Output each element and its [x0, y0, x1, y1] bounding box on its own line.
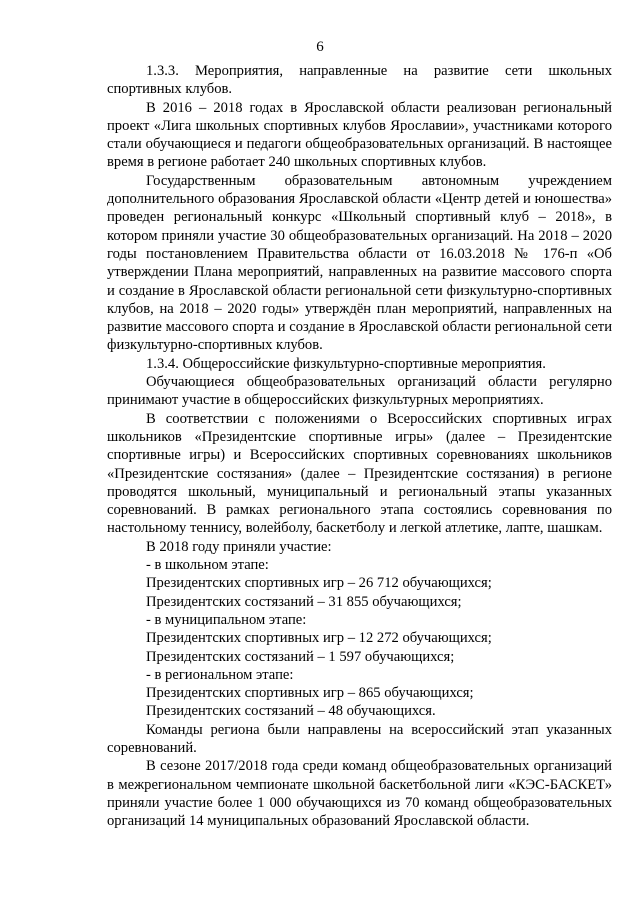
page-number: 6: [316, 39, 324, 55]
paragraph: Команды региона были направлены на всероссийский этап указанных соревнований.: [107, 721, 612, 756]
paragraph: 1.3.4. Общероссийские физкультурно-спортивные мероприятия.: [146, 355, 546, 372]
paragraph: Президентских спортивных игр – 12 272 обучающихся;: [146, 630, 492, 647]
paragraph: Президентских спортивных игр – 26 712 обучающихся;: [146, 575, 492, 592]
paragraph: Государственным образовательным автономным учреждением дополнительного образования Ярославской области «Центр детей и юношества» проведен региональный конкурс «Школьный спортивный клуб – 2018», в котором приняли участие 30 общеобразовательных организаций. На 2018 – 2020 годы постановлением Правительства области от 16.03.2018 № 176-п «Об утверждении Плана мероприятий, направленных на развитие массового спорта и создание в Ярославской области региональной сети физкультурно-спортивных клубов, на 2018 – 2020 годы» утверждён план мероприятий, направленных на развитие массового спорта и создание в Ярославской области региональной сети физкультурно-спортивных клубов.: [107, 172, 612, 354]
paragraph: Президентских состязаний – 1 597 обучающихся;: [146, 648, 455, 665]
paragraph: Обучающиеся общеобразовательных организаций области регулярно принимают участие в общероссийских физкультурных мероприятиях.: [107, 374, 612, 409]
document-body: [107, 62, 612, 830]
paragraph: Президентских состязаний – 31 855 обучающихся;: [146, 593, 462, 610]
paragraph: - в школьном этапе:: [146, 557, 269, 574]
paragraph: В 2016 – 2018 годах в Ярославской области реализован региональный проект «Лига школьных спортивных клубов Ярославии», участниками которого стали обучающиеся и педагоги общеобразовательных организаций. В настоящее время в регионе работает 240 школьных спортивных клубов.: [107, 99, 612, 171]
paragraph: Президентских спортивных игр – 865 обучающихся;: [146, 685, 474, 702]
paragraph: В сезоне 2017/2018 года среди команд общеобразовательных организаций в межрегиональном чемпионате школьной баскетбольной лиги «КЭС-БАСКЕТ» приняли участие более 1 000 обучающихся из 70 команд общеобразовательных организаций 14 муниципальных образований Ярославской области.: [107, 758, 612, 830]
paragraph: Президентских состязаний – 48 обучающихся.: [146, 703, 436, 720]
paragraph: 1.3.3. Мероприятия, направленные на развитие сети школьных спортивных клубов.: [107, 63, 612, 98]
paragraph: В 2018 году приняли участие:: [146, 538, 332, 555]
paragraph: - в муниципальном этапе:: [146, 611, 307, 628]
paragraph: В соответствии с положениями о Всероссийских спортивных играх школьников «Президентские спортивные игры» (далее – Президентские спортивные игры) и Всероссийских спортивных соревнованиях школьников «Президентские состязания» (далее – Президентские состязания) в регионе проводятся школьный, муниципальный и региональный этапы указанных соревнований. В рамках регионального этапа состоялись соревнования по настольному теннису, волейболу, баскетболу и легкой атлетике, лапте, шашкам.: [107, 410, 612, 537]
paragraph: - в региональном этапе:: [146, 666, 294, 683]
